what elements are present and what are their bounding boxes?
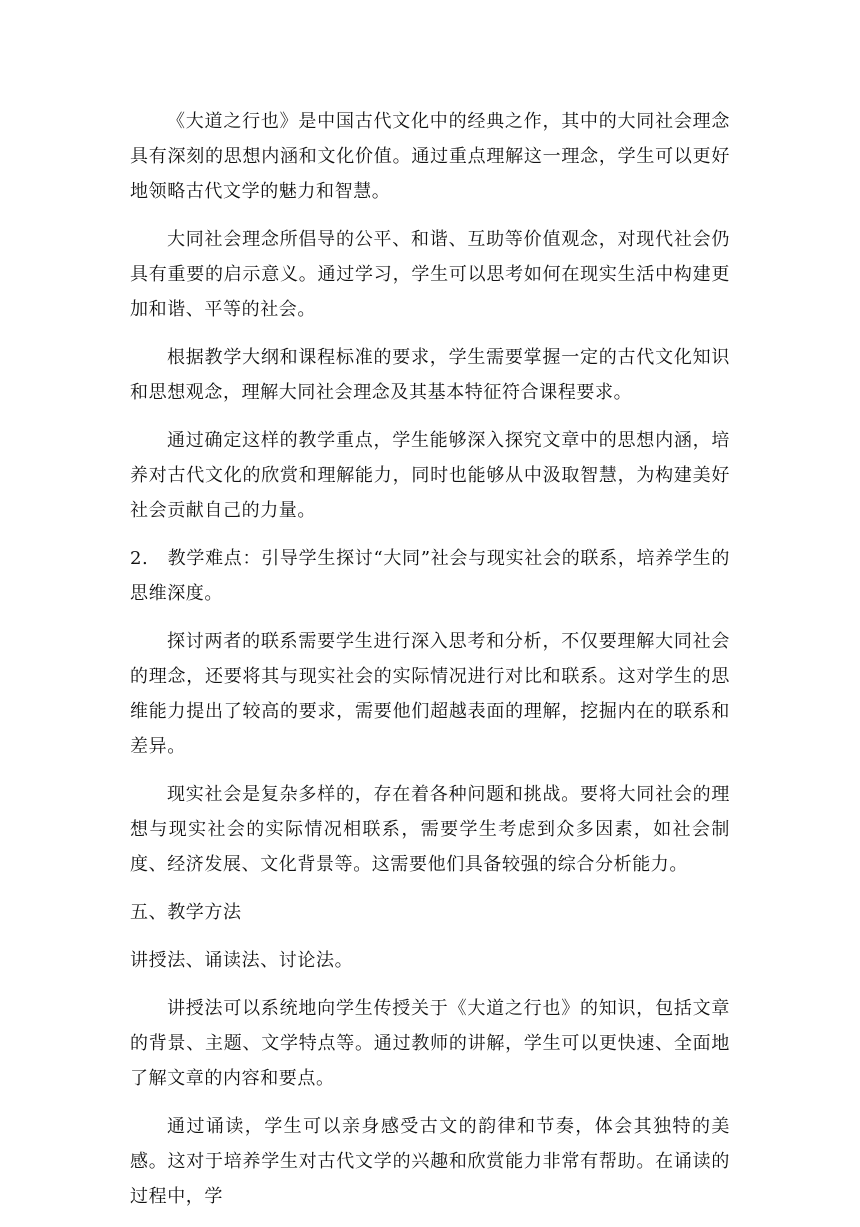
document-body [130,104,730,1227]
paragraph-real-society: 现实社会是复杂多样的，存在着各种问题和挑战。要将大同社会的理想与现实社会的实际情况相联系，需要学生考虑到众多因素，如社会制度、经济发展、文化背景等。这需要他们具备较强的综合分析能力。 [130,784,730,875]
heading-teaching-difficulty: 2. 教学难点：引导学生探讨“大同”社会与现实社会的联系，培养学生的思维深度。 [130,548,730,604]
paragraph-lecture-method: 讲授法可以系统地向学生传授关于《大道之行也》的知识，包括文章的背景、主题、文学特点等。通过教师的讲解，学生可以更快速、全面地了解文章的内容和要点。 [130,998,730,1089]
paragraph-recitation-method: 通过诵读，学生可以亲身感受古文的韵律和节奏，体会其独特的美感。这对于培养学生对古代文学的兴趣和欣赏能力非常有帮助。在诵读的过程中，学 [130,1116,730,1207]
paragraph-teaching-focus: 通过确定这样的教学重点，学生能够深入探究文章中的思想内涵，培养对古代文化的欣赏和理解能力，同时也能够从中汲取智慧，为构建美好社会贡献自己的力量。 [130,430,730,521]
paragraph-curriculum-standards: 根据教学大纲和课程标准的要求，学生需要掌握一定的古代文化知识和思想观念，理解大同社会理念及其基本特征符合课程要求。 [130,347,730,403]
section-heading-teaching-methods: 五、教学方法 [130,902,242,923]
methods-list: 讲授法、诵读法、讨论法。 [130,950,354,971]
paragraph-connection-analysis: 探讨两者的联系需要学生进行深入思考和分析，不仅要理解大同社会的理念，还要将其与现实社会的实际情况进行对比和联系。这对学生的思维能力提出了较高的要求，需要他们超越表面的理解，挖掘内在的联系和差异。 [130,631,730,757]
paragraph-dadao-classic: 《大道之行也》是中国古代文化中的经典之作，其中的大同社会理念具有深刻的思想内涵和文化价值。通过重点理解这一理念，学生可以更好地领略古代文学的魅力和智慧。 [130,111,730,202]
paragraph-datong-values: 大同社会理念所倡导的公平、和谐、互助等价值观念，对现代社会仍具有重要的启示意义。通过学习，学生可以思考如何在现实生活中构建更加和谐、平等的社会。 [130,229,730,320]
